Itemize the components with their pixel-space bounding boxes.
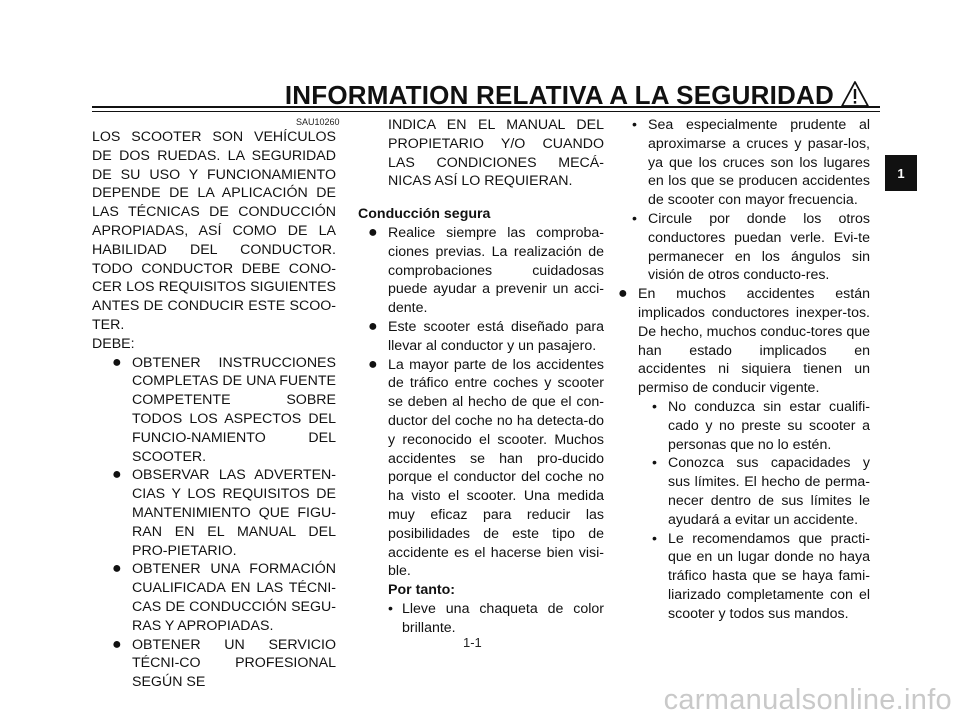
column-1 xyxy=(92,128,336,692)
header-rule-thick xyxy=(92,106,880,108)
list-item xyxy=(102,560,336,635)
list-item xyxy=(102,636,336,692)
list-item-text: OBTENER UNA FORMACIÓN CUALIFICADA EN LAS TÉCNI-CAS DE CONDUCCIÓN SEGU-RAS Y APROPIADAS. xyxy=(132,561,336,634)
list-item-text: OBTENER INSTRUCCIONES COMPLETAS DE UNA FUENTE COMPETENTE SOBRE TODOS LOS ASPECTOS DEL FUNCIO-NAMIENTO DEL SCOOTER. xyxy=(132,354,336,465)
sub-list-item xyxy=(618,210,870,285)
section-tab: 1 xyxy=(885,155,917,191)
bullet-icon: ● xyxy=(368,223,378,241)
column-3 xyxy=(618,116,870,624)
sub-list-item-text: Circule por donde los otros conductores puedan verle. Evi-te permanecer en los ángulos sin visión de otros conducto-res. xyxy=(648,210,870,284)
warning-triangle-icon xyxy=(840,80,870,108)
sub-list-item-text: Le recomendamos que practi-que en un lugar donde no haya tráfico hasta que se haya fami-liarizado completamente con el scooter y todos sus mandos. xyxy=(668,530,870,622)
section-code: SAU10260 xyxy=(296,117,340,127)
list-item xyxy=(618,285,870,398)
list-item-text: OBSERVAR LAS ADVERTEN-CIAS Y LOS REQUISITOS DE MANTENIMIENTO QUE FIGU-RAN EN EL MANUAL DEL PRO-PIETARIO. xyxy=(132,467,336,559)
bullet-icon: ● xyxy=(618,285,628,303)
dot-icon: • xyxy=(652,455,657,472)
intro-paragraph: LOS SCOOTER SON VEHÍCULOS DE DOS RUEDAS. LA SEGURIDAD DE SU USO Y FUNCIONAMIENTO DEPENDE DE LA APLICACIÓN DE LAS TÉCNICAS DE CONDUCCIÓN APROPIADAS, ASÍ COMO DE LA HABILIDAD DEL CONDUCTOR. TODO CONDUCTOR DEBE CONO-CER LOS REQUISITOS SIGUIENTES ANTES DE CONDUCIR ESTE SCOO-TER. xyxy=(92,129,336,333)
sub-list-item xyxy=(618,398,870,454)
sub-list-item-text: Sea especialmente prudente al aproximarse a cruces y pasar-los, ya que los cruces son los lugares en los que se producen accidentes de scooter con mayor frecuencia. xyxy=(648,117,870,209)
list-item xyxy=(102,466,336,560)
header-rule-thin xyxy=(92,111,880,112)
sub-list-item xyxy=(358,600,604,638)
sub-list-item xyxy=(618,454,870,529)
column-2 xyxy=(358,116,604,638)
bullet-icon: ● xyxy=(112,353,122,371)
sub-list-item-text: Conozca sus capacidades y sus límites. El hecho de perma-necer dentro de sus límites le ayudará a evitar un accidente. xyxy=(668,455,870,528)
dot-icon: • xyxy=(632,210,637,227)
section-heading: Conducción segura xyxy=(358,206,491,223)
sub-list-item-text: Lleve una chaqueta de color brillante. xyxy=(402,600,604,636)
bullet-icon: ● xyxy=(368,317,378,335)
list-item-text: OBTENER UN SERVICIO TÉCNI-CO PROFESIONAL SEGÚN SE xyxy=(132,636,336,691)
sub-list-item xyxy=(618,530,870,624)
continued-text: INDICA EN EL MANUAL DEL PROPIETARIO Y/O CUANDO LAS CONDICIONES MECÁ-NICAS ASÍ LO REQUIERAN. xyxy=(388,117,604,190)
subheading: Por tanto: xyxy=(388,582,455,599)
list-item-text: Este scooter está diseñado para llevar al conductor y un pasajero. xyxy=(388,318,604,354)
sub-list-item xyxy=(618,116,870,210)
list-item xyxy=(102,354,336,467)
dot-icon: • xyxy=(388,600,393,617)
list-item xyxy=(358,356,604,582)
list-item-text: Realice siempre las comproba-ciones previas. La realización de comprobaciones cuidadosas puede ayudar a prevenir un acci-dente. xyxy=(388,224,604,317)
list-item xyxy=(358,318,604,356)
dot-icon: • xyxy=(632,117,637,133)
bullet-icon: ● xyxy=(112,466,122,484)
dot-icon: • xyxy=(652,530,657,547)
bullet-icon: ● xyxy=(112,560,122,578)
bullet-icon: ● xyxy=(368,355,378,373)
page-number: 1-1 xyxy=(463,635,482,650)
list-item-text: La mayor parte de los accidentes de tráfico entre coches y scooter se deben al hecho de que el con-ductor del coche no ha detecta-do y reconocido el scooter. Muchos accidentes se han pro-ducido porque el conductor del coche no ha visto el scooter. Una medida muy eficaz para reducir las posibilidades de este tipo de accidente es el hacerse bien visi-ble. xyxy=(388,356,604,580)
list-item-text: En muchos accidentes están implicados conductores inexper-tos. De hecho, muchos conduc-tores que han estado implicados en accidentes ni siquiera tienen un permiso de conducir vigente. xyxy=(638,286,870,397)
page-title: INFORMATION RELATIVA A LA SEGURIDAD xyxy=(284,80,834,110)
debe-label: DEBE: xyxy=(92,335,135,352)
watermark: carmanualsonline.info xyxy=(663,684,952,716)
sub-list-item-text: No conduzca sin estar cualifi-cado y no preste su scooter a personas que no lo estén. xyxy=(668,398,870,453)
page-header xyxy=(92,74,880,114)
bullet-icon: ● xyxy=(112,635,122,653)
list-item xyxy=(358,224,604,318)
dot-icon: • xyxy=(652,398,657,415)
